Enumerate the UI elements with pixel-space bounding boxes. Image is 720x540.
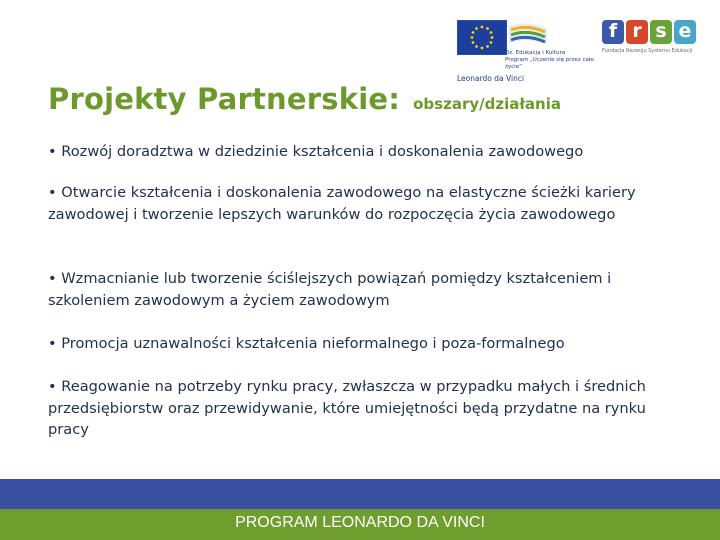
bullet-item-5: • Reagowanie na potrzeby rynku pracy, zwłaszcza w przypadku małych i średnich przedsiębiorstw oraz przewidywanie, które umiejętności będą przydatne na rynku pracy [48,378,646,438]
logo-area [0,14,720,84]
bullet-item-2: • Otwarcie kształcenia i doskonalenia zawodowego na elastyczne ścieżki kariery zawodowej i tworzenie lepszych warunków do rozpoczęcia życia zawodowego [48,184,636,223]
frse-letter-f: f [602,20,624,44]
frse-letter-s: s [650,20,672,44]
eu-leonardo-logo [457,20,594,83]
eu-flag-icon [457,20,507,55]
footer-blue-band [0,479,720,509]
eu-stars-icon [458,21,506,54]
title-main: Projekty Partnerskie: [48,82,401,116]
bullet-item-3: • Wzmacnianie lub tworzenie ściślejszych powiązań pomiędzy kształceniem i szkoleniem zawodowym a życiem zawodowym [48,270,612,309]
eu-program-text [505,50,605,71]
lifelong-learning-flag-icon [507,22,549,48]
frse-letters [602,20,702,44]
eu-leonardo-text: Leonardo da Vinci [457,74,525,83]
eu-text-line-2: Program „Uczenie się przez całe życie” [505,57,594,70]
eu-text-line-1: Dz. Edukacja i Kultura [505,50,566,56]
title-sub: obszary/działania [413,95,561,113]
frse-letter-e: e [674,20,696,44]
bullet-item-4: • Promocja uznawalności kształcenia nieformalnego i poza-formalnego [48,335,565,352]
slide-title [48,82,561,116]
footer-program-label: PROGRAM LEONARDO DA VINCI [235,514,485,531]
frse-logo [602,20,702,70]
frse-letter-r: r [626,20,648,44]
frse-subtitle: Fundacja Rozwoju Systemu Edukacji [602,48,693,54]
bullet-item-1: • Rozwój doradztwa w dziedzinie kształcenia i doskonalenia zawodowego [48,143,584,160]
